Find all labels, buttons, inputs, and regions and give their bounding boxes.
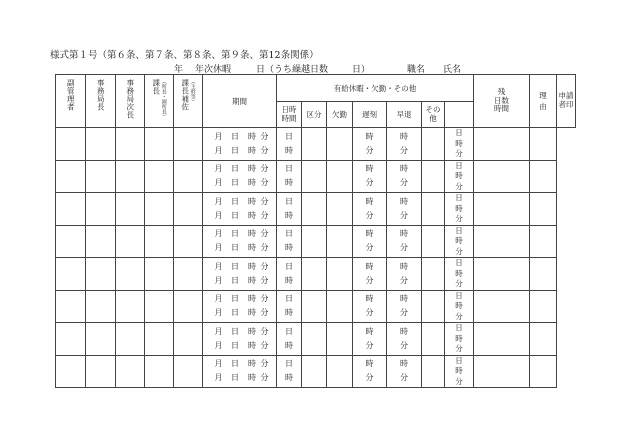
applicant-seal-header: 申請 者印 [557, 75, 576, 128]
early-leave-cell[interactable]: 時 分 [387, 258, 422, 291]
hours-cell[interactable]: 日 時 [277, 258, 302, 291]
deputy-director-seal-cell[interactable] [116, 258, 145, 291]
late-cell[interactable]: 時 分 [353, 323, 387, 356]
deputy-director-seal-cell[interactable] [116, 128, 145, 161]
section-chief-seal-cell[interactable] [145, 128, 174, 161]
early-leave-cell[interactable]: 時 分 [387, 193, 422, 226]
absence-cell[interactable] [327, 160, 353, 193]
remaining-cell[interactable]: 日 時 分 [445, 225, 474, 258]
absence-cell[interactable] [327, 258, 353, 291]
entry-row [56, 290, 576, 323]
assistant-chief-seal-cell[interactable] [174, 160, 203, 193]
early-leave-cell[interactable]: 時 分 [387, 225, 422, 258]
category-cell[interactable] [302, 323, 327, 356]
remaining-cell[interactable]: 日 時 分 [445, 160, 474, 193]
hours-cell[interactable]: 日 時 [277, 160, 302, 193]
remaining-cell[interactable]: 日 時 分 [445, 258, 474, 291]
other-cell[interactable] [422, 355, 445, 388]
office-director-seal-cell[interactable] [86, 323, 116, 356]
post-label: 職名 [407, 65, 426, 75]
vice-manager-seal-cell[interactable] [56, 290, 86, 323]
vice-manager-seal-cell[interactable] [56, 355, 86, 388]
other-cell[interactable] [422, 225, 445, 258]
days-close-label: 日） [352, 65, 371, 75]
period-cell[interactable]: 月 日 時 分 月 日 時 分 [203, 160, 277, 193]
assistant-chief-seal-cell[interactable] [174, 193, 203, 226]
remaining-cell[interactable]: 日 時 分 [445, 355, 474, 388]
remaining-cell[interactable]: 日 時 分 [445, 323, 474, 356]
hours-cell[interactable]: 日 時 [277, 355, 302, 388]
late-cell[interactable]: 時 分 [353, 355, 387, 388]
late-cell[interactable]: 時 分 [353, 160, 387, 193]
period-cell[interactable]: 月 日 時 分 月 日 時 分 [203, 355, 277, 388]
category-cell[interactable] [302, 225, 327, 258]
section-chief-seal-cell[interactable] [145, 323, 174, 356]
category-cell[interactable] [302, 193, 327, 226]
early-leave-cell[interactable]: 時 分 [387, 290, 422, 323]
deputy-director-seal-cell[interactable] [116, 323, 145, 356]
office-director-seal-cell[interactable] [86, 290, 116, 323]
section-chief-seal-cell[interactable] [145, 258, 174, 291]
absence-cell[interactable] [327, 225, 353, 258]
reason-cell[interactable] [474, 290, 530, 323]
applicant-seal-cell[interactable] [530, 160, 557, 193]
section-chief-seal-cell[interactable] [145, 290, 174, 323]
entry-row [56, 193, 576, 226]
category-header: 区分 [302, 102, 327, 128]
section-chief-header: 課長 （所長・園所長） [145, 75, 174, 128]
leave-group-header: 有給休暇・欠勤・その他 [277, 75, 474, 102]
reason-cell[interactable] [474, 355, 530, 388]
category-cell[interactable] [302, 290, 327, 323]
period-cell[interactable]: 月 日 時 分 月 日 時 分 [203, 225, 277, 258]
period-cell[interactable]: 月 日 時 分 月 日 時 分 [203, 128, 277, 161]
applicant-seal-cell[interactable] [530, 225, 557, 258]
remaining-cell[interactable]: 日 時 分 [445, 290, 474, 323]
reason-cell[interactable] [474, 258, 530, 291]
assistant-chief-seal-cell[interactable] [174, 225, 203, 258]
section-chief-seal-cell[interactable] [145, 160, 174, 193]
office-director-header: 事務局長 [86, 75, 116, 128]
entry-row [56, 225, 576, 258]
entry-row [56, 258, 576, 291]
deputy-director-seal-cell[interactable] [116, 160, 145, 193]
early-leave-cell[interactable]: 時 分 [387, 160, 422, 193]
period-cell[interactable]: 月 日 時 分 月 日 時 分 [203, 193, 277, 226]
deputy-director-header: 事務局次長 [116, 75, 145, 128]
vice-manager-seal-cell[interactable] [56, 193, 86, 226]
hours-cell[interactable]: 日 時 [277, 128, 302, 161]
late-cell[interactable]: 時 分 [353, 290, 387, 323]
days-label: 日（うち繰越日数 [256, 65, 329, 75]
hours-cell[interactable]: 日 時 [277, 193, 302, 226]
assistant-chief-seal-cell[interactable] [174, 290, 203, 323]
office-director-seal-cell[interactable] [86, 160, 116, 193]
absence-header: 欠勤 [327, 102, 353, 128]
late-cell[interactable]: 時 分 [353, 225, 387, 258]
early-leave-cell[interactable]: 時 分 [387, 128, 422, 161]
late-cell[interactable]: 時 分 [353, 128, 387, 161]
category-cell[interactable] [302, 355, 327, 388]
deputy-director-seal-cell[interactable] [116, 290, 145, 323]
early-leave-header: 早退 [387, 102, 422, 128]
section-chief-seal-cell[interactable] [145, 225, 174, 258]
office-director-seal-cell[interactable] [86, 128, 116, 161]
entry-row [56, 323, 576, 356]
reason-cell[interactable] [474, 160, 530, 193]
other-cell[interactable] [422, 323, 445, 356]
header-row-1 [56, 75, 576, 102]
name-label: 氏名 [443, 65, 462, 75]
applicant-seal-cell[interactable] [530, 193, 557, 226]
deputy-director-seal-cell[interactable] [116, 225, 145, 258]
absence-cell[interactable] [327, 193, 353, 226]
section-chief-seal-cell[interactable] [145, 355, 174, 388]
assistant-chief-header: 課長補佐 （主幹等） [174, 75, 203, 128]
office-director-seal-cell[interactable] [86, 355, 116, 388]
reason-cell[interactable] [474, 193, 530, 226]
late-cell[interactable]: 時 分 [353, 258, 387, 291]
category-cell[interactable] [302, 258, 327, 291]
hours-cell[interactable]: 日 時 [277, 225, 302, 258]
annual-leave-label: 年次休暇 [195, 65, 232, 75]
reason-cell[interactable] [474, 128, 530, 161]
period-header: 期間 [203, 75, 277, 128]
reason-cell[interactable] [474, 323, 530, 356]
other-cell[interactable] [422, 290, 445, 323]
reason-header: 理 由 [530, 75, 557, 128]
leave-application-table [55, 74, 576, 388]
hours-cell[interactable]: 日 時 [277, 290, 302, 323]
deputy-director-seal-cell[interactable] [116, 355, 145, 388]
assistant-chief-seal-cell[interactable] [174, 355, 203, 388]
period-cell[interactable]: 月 日 時 分 月 日 時 分 [203, 323, 277, 356]
early-leave-cell[interactable]: 時 分 [387, 355, 422, 388]
office-director-seal-cell[interactable] [86, 225, 116, 258]
late-cell[interactable]: 時 分 [353, 193, 387, 226]
entry-row [56, 128, 576, 161]
category-cell[interactable] [302, 128, 327, 161]
absence-cell[interactable] [327, 290, 353, 323]
entry-row [56, 160, 576, 193]
absence-cell[interactable] [327, 355, 353, 388]
period-cell[interactable]: 月 日 時 分 月 日 時 分 [203, 290, 277, 323]
applicant-seal-cell[interactable] [530, 323, 557, 356]
applicant-seal-cell[interactable] [530, 355, 557, 388]
applicant-seal-cell[interactable] [530, 258, 557, 291]
remaining-cell[interactable]: 日 時 分 [445, 128, 474, 161]
applicant-seal-cell[interactable] [530, 128, 557, 161]
section-chief-seal-cell[interactable] [145, 193, 174, 226]
reason-cell[interactable] [474, 225, 530, 258]
other-cell[interactable] [422, 128, 445, 161]
remaining-header: 残 日数 時間 [474, 75, 530, 128]
absence-cell[interactable] [327, 128, 353, 161]
hours-header: 日時 時間 [277, 102, 302, 128]
vice-manager-seal-cell[interactable] [56, 128, 86, 161]
category-cell[interactable] [302, 160, 327, 193]
applicant-seal-cell[interactable] [530, 290, 557, 323]
other-cell[interactable] [422, 193, 445, 226]
blank-header [445, 102, 474, 128]
vice-manager-seal-cell[interactable] [56, 225, 86, 258]
assistant-chief-seal-cell[interactable] [174, 128, 203, 161]
period-cell[interactable]: 月 日 時 分 月 日 時 分 [203, 258, 277, 291]
other-cell[interactable] [422, 160, 445, 193]
vice-manager-seal-cell[interactable] [56, 160, 86, 193]
remaining-cell[interactable]: 日 時 分 [445, 193, 474, 226]
assistant-chief-seal-cell[interactable] [174, 323, 203, 356]
absence-cell[interactable] [327, 323, 353, 356]
vice-manager-seal-cell[interactable] [56, 323, 86, 356]
form-title: 様式第１号（第６条、第７条、第８条、第９条、第12条関係） [50, 50, 319, 61]
entry-row [56, 355, 576, 388]
year-label: 年 [174, 65, 184, 75]
assistant-chief-seal-cell[interactable] [174, 258, 203, 291]
other-header: その 他 [422, 102, 445, 128]
office-director-seal-cell[interactable] [86, 193, 116, 226]
early-leave-cell[interactable]: 時 分 [387, 323, 422, 356]
vice-manager-header: 副管理者 [56, 75, 86, 128]
other-cell[interactable] [422, 258, 445, 291]
vice-manager-seal-cell[interactable] [56, 258, 86, 291]
deputy-director-seal-cell[interactable] [116, 193, 145, 226]
late-header: 遅刻 [353, 102, 387, 128]
office-director-seal-cell[interactable] [86, 258, 116, 291]
hours-cell[interactable]: 日 時 [277, 323, 302, 356]
